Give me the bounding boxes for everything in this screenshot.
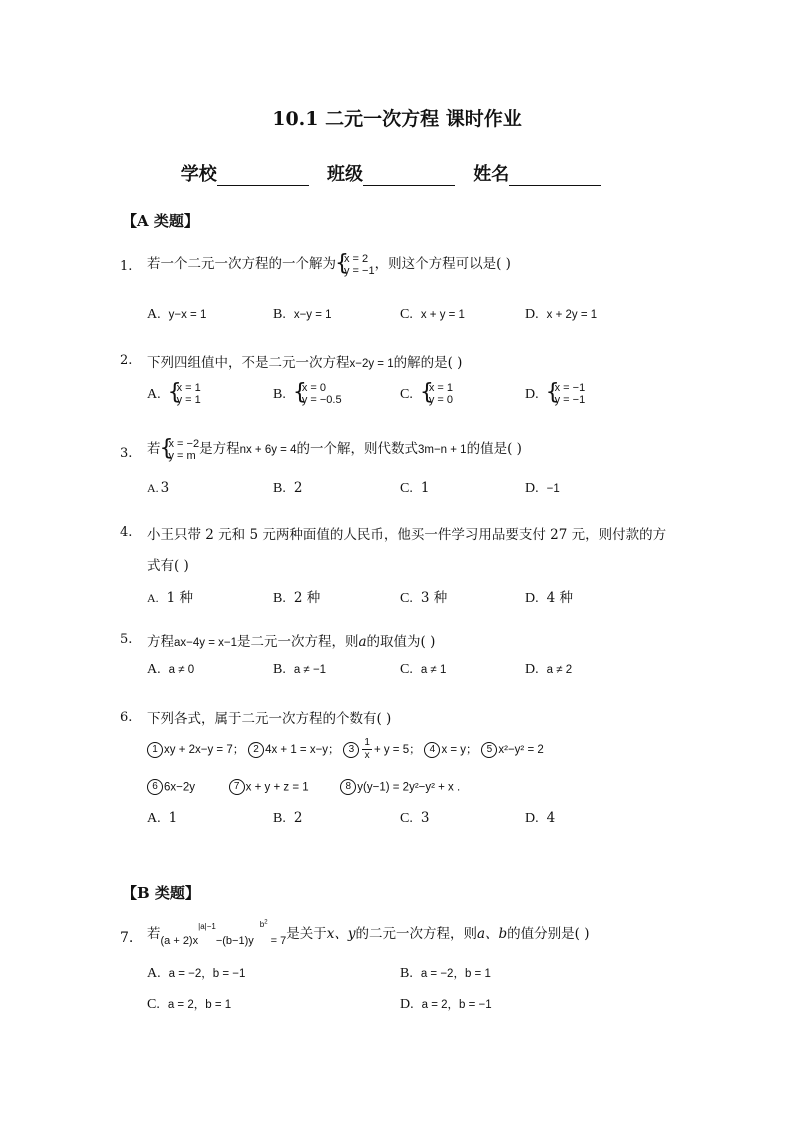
q3-option-d[interactable]: D. −1 <box>525 481 560 496</box>
q4-option-b[interactable]: B. 2 种 <box>273 590 321 606</box>
q3-option-a[interactable]: A. 3 <box>147 480 170 496</box>
q6-expressions-row2: 6 6x−2y 7 x + y + z = 1 8 y(y−1) = 2y²−y² + x . <box>147 779 460 795</box>
q1-option-a[interactable]: A. y−x = 1 <box>147 307 207 322</box>
q1-option-d[interactable]: D. x + 2y = 1 <box>525 307 598 322</box>
q2-text: 下列四组值中，不是二元一次方程x−2y = 1的解的是( ) <box>147 355 463 371</box>
q5-number: 5. <box>120 632 133 647</box>
page-title: 10.1 二元一次方程 课时作业 <box>272 108 522 130</box>
q3-option-c[interactable]: C. 1 <box>400 480 430 496</box>
q2-option-a[interactable]: A. { x = 1 y = 1 <box>147 382 201 406</box>
q5-option-c[interactable]: C. a ≠ 1 <box>400 662 447 677</box>
q7-text: 若$_{(a + 2)x^{|a|-1}-(b-1)y^{b^2} = 7}$是关于x、y的二元一次方程，则a、b的值分别是( ) <box>147 919 590 947</box>
q4-text-line1: 小王只带 2 元和 5 元两种面值的人民币，他买一件学习用品要支付 27 元，则付款的方 <box>147 527 667 543</box>
q6-option-a[interactable]: A. 1 <box>147 810 178 826</box>
q5-text: 方程ax−4y = x−1是二元一次方程，则a的取值为( ) <box>147 634 436 650</box>
q1-option-c[interactable]: C. x + y = 1 <box>400 307 465 322</box>
school-blank <box>217 167 309 186</box>
name-label: 姓名 <box>473 164 510 185</box>
q2-option-d[interactable]: D. { x = −1 y = −1 <box>525 382 585 406</box>
q1-number: 1. <box>120 259 133 274</box>
name-blank <box>509 167 601 186</box>
q4-option-a[interactable]: A. 1 种 <box>147 590 194 606</box>
section-b-heading: 【B 类题】 <box>122 884 200 902</box>
q1-text: 若一个二元一次方程的一个解为 { x = 2 y = −1 ，则这个方程可以是( ) <box>147 252 511 277</box>
q7-number: 7. <box>120 930 134 946</box>
q6-text: 下列各式，属于二元一次方程的个数有( ) <box>147 711 392 727</box>
q7-option-b[interactable]: B. a = −2，b = 1 <box>400 966 491 981</box>
q7-equation: (a + 2)x|a|−1−(b−1)yb2 = 7 <box>160 919 287 947</box>
q6-option-c[interactable]: C. 3 <box>400 810 430 826</box>
q2-number: 2. <box>120 353 133 368</box>
q4-option-c[interactable]: C. 3 种 <box>400 590 448 606</box>
q4-number: 4. <box>120 525 133 540</box>
q3-option-b[interactable]: B. 2 <box>273 480 303 496</box>
q5-option-d[interactable]: D. a ≠ 2 <box>525 662 573 677</box>
class-label: 班级 <box>327 164 363 185</box>
q2-option-b[interactable]: B. { x = 0 y = −0.5 <box>273 382 342 406</box>
q2-option-c[interactable]: C. { x = 1 y = 0 <box>400 382 453 406</box>
q6-number: 6. <box>120 710 133 725</box>
q1-system: { x = 2 y = −1 <box>336 253 375 277</box>
q7-option-d[interactable]: D. a = 2，b = −1 <box>400 997 492 1012</box>
q5-option-b[interactable]: B. a ≠ −1 <box>273 662 327 677</box>
q7-option-c[interactable]: C. a = 2，b = 1 <box>147 997 232 1012</box>
q1-option-b[interactable]: B. x−y = 1 <box>273 307 332 322</box>
school-label: 学校 <box>180 164 217 185</box>
q6-option-b[interactable]: B. 2 <box>273 810 303 826</box>
q6-expressions-row1: 1 xy + 2x−y = 7； 2 4x + 1 = x−y； 3 $\frac{1}{x}$ + y = 5； 4 x = y； 5 x²−y² = 2 <box>147 737 544 762</box>
student-info-line <box>0 160 794 186</box>
q6-option-d[interactable]: D. 4 <box>525 810 556 826</box>
q3-text: 若 { x = −2 y = m 是方程nx + 6y = 4的一个解，则代数式3m−n + 1的值是( ) <box>147 437 522 462</box>
q3-number: 3. <box>120 446 133 461</box>
q4-text-line2: 式有( ) <box>147 558 189 574</box>
q7-option-a[interactable]: A. a = −2，b = −1 <box>147 966 246 981</box>
q5-option-a[interactable]: A. a ≠ 0 <box>147 662 195 677</box>
q3-system: { x = −2 y = m <box>161 438 200 462</box>
q4-option-d[interactable]: D. 4 种 <box>525 590 574 606</box>
section-a-heading: 【A 类题】 <box>122 212 199 230</box>
class-blank <box>363 167 455 186</box>
